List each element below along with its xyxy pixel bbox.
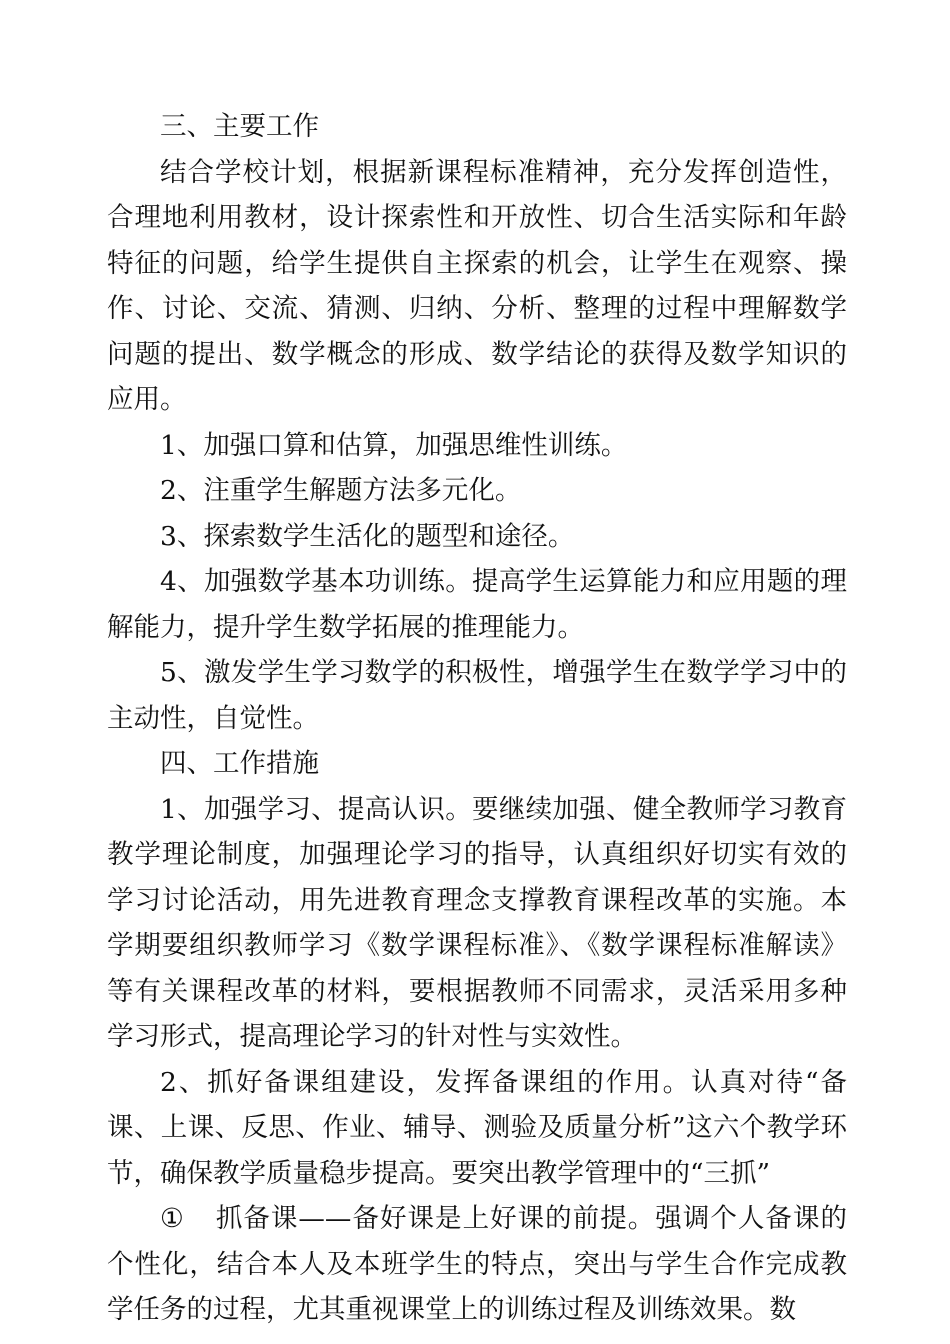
sub-item-1-text: 抓备课——备好课是上好课的前提。强调个人备课的个性化，结合本人及本班学生的特点，突出与学生合作完成教学任务的过程，尤其重视课堂上的训练过程及训练效果。数 [107, 1203, 847, 1325]
circled-number-marker: ① [160, 1203, 185, 1234]
paragraph-intro: 结合学校计划，根据新课程标准精神，充分发挥创造性，合理地利用教材，设计探索性和开放性、切合生活实际和年龄特征的问题，给学生提供自主探索的机会，让学生在观察、操作、讨论、交流、猜测、归纳、分析、整理的过程中理解数学问题的提出、数学概念的形成、数学结论的获得及数学知识的应用。 [107, 156, 847, 415]
list-item-3: 3、探索数学生活化的题型和途径。 [160, 520, 575, 552]
list-item-1: 1、加强口算和估算，加强思维性训练。 [160, 429, 628, 461]
list-item-2: 2、注重学生解题方法多元化。 [160, 475, 522, 506]
document-body [107, 104, 847, 1333]
section-heading-measures: 四、工作措施 [160, 748, 319, 779]
measure-item-2: 2、抓好备课组建设，发挥备课组的作用。认真对待“备课、上课、反思、作业、辅导、测验及质量分析”这六个教学环节，确保教学质量稳步提高。要突出教学管理中的“三抓” [107, 1066, 847, 1189]
measure-item-1: 1、加强学习、提高认识。要继续加强、健全教师学习教育教学理论制度，加强理论学习的指导，认真组织好切实有效的学习讨论活动，用先进教育理念支撑教育课程改革的实施。本学期要组织教师学习《数学课程标准》、《数学课程标准解读》等有关课程改革的材料，要根据教师不同需求，灵活采用多种学习形式，提高理论学习的针对性与实效性。 [107, 793, 847, 1052]
section-heading-main-work: 三、主要工作 [160, 111, 319, 142]
sub-item-1 [107, 1196, 847, 1333]
list-item-4: 4、加强数学基本功训练。提高学生运算能力和应用题的理解能力，提升学生数学拓展的推理能力。 [107, 566, 847, 643]
list-item-5: 5、激发学生学习数学的积极性，增强学生在数学学习中的主动性，自觉性。 [107, 657, 847, 734]
